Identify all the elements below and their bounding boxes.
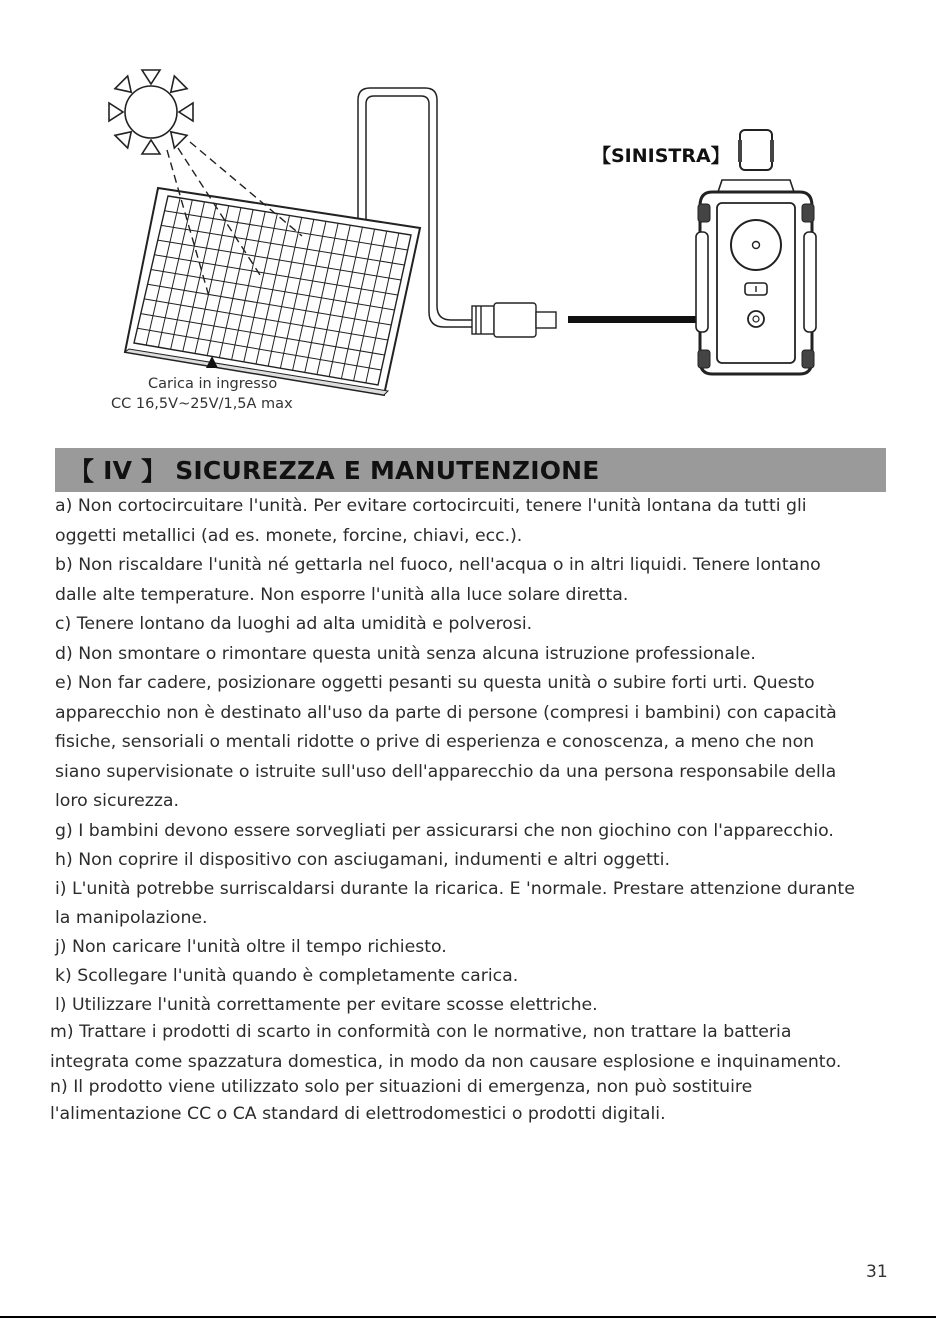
instruction-line: la manipolazione. [55,908,208,928]
instruction-line: siano supervisionate o istruite sull'uso dell'apparecchio da una persona responsabile della [55,762,837,782]
instruction-line: j) Non caricare l'unità oltre il tempo richiesto. [55,937,447,957]
instruction-line: loro sicurezza. [55,791,180,811]
instruction-line: a) Non cortocircuitare l'unità. Per evitare cortocircuiti, tenere l'unità lontana da tutti gli [55,496,807,516]
instruction-line: oggetti metallici (ad es. monete, forcine, chiavi, ecc.). [55,526,523,546]
instruction-line: m) Trattare i prodotti di scarto in conformità con le normative, non trattare la batteria [50,1022,792,1042]
panel-input-label-2: CC 16,5V~25V/1,5A max [111,396,293,412]
section-bracket-close: 】 [141,457,167,486]
instruction-line: apparecchio non è destinato all'uso da parte di persone (compresi i bambini) con capacità [55,703,837,723]
section-title: SICUREZZA E MANUTENZIONE [175,455,600,485]
section-header [55,448,886,492]
dc-plug-icon [472,303,556,337]
instruction-line: dalle alte temperature. Non esporre l'unità alla luce solare diretta. [55,585,629,605]
page-number: 31 [866,1262,888,1282]
instruction-line: integrata come spazzatura domestica, in modo da non causare esplosione e inquinamento. [50,1052,842,1072]
section-number: IV [103,455,133,485]
instruction-line: k) Scollegare l'unità quando è completamente carica. [55,966,519,986]
section-bracket-open: 【 [69,457,95,486]
instruction-line: h) Non coprire il dispositivo con asciugamani, indumenti e altri oggetti. [55,850,670,870]
panel-input-label-1: Carica in ingresso [148,376,278,392]
sun-icon [109,70,193,154]
instruction-line: e) Non far cadere, posizionare oggetti pesanti su questa unità o subire forti urti. Questo [55,673,815,693]
instruction-line: b) Non riscaldare l'unità né gettarla nel fuoco, nell'acqua o in altri liquidi. Tenere lontano [55,555,821,575]
instruction-line: i) L'unità potrebbe surriscaldarsi durante la ricarica. E 'normale. Prestare attenzione durante [55,879,855,899]
instruction-line: c) Tenere lontano da luoghi ad alta umidità e polverosi. [55,614,533,634]
instruction-line: fisiche, sensoriali o mentali ridotte o prive di esperienza e conoscenza, a meno che non [55,732,815,752]
solar-charging-diagram [0,0,936,440]
side-view-label: 【SINISTRA】 [592,145,730,167]
footer-rule [0,1316,936,1318]
instruction-line: l'alimentazione CC o CA standard di elettrodomestici o prodotti digitali. [50,1104,666,1124]
instruction-line: l) Utilizzare l'unità correttamente per evitare scosse elettriche. [55,995,598,1015]
solar-panel [125,188,420,395]
instruction-line: n) Il prodotto viene utilizzato solo per situazioni di emergenza, non può sostituire [50,1077,753,1097]
instruction-line: d) Non smontare o rimontare questa unità senza alcuna istruzione professionale. [55,644,756,664]
instruction-line: g) I bambini devono essere sorvegliati per assicurarsi che non giochino con l'apparecchio. [55,821,834,841]
